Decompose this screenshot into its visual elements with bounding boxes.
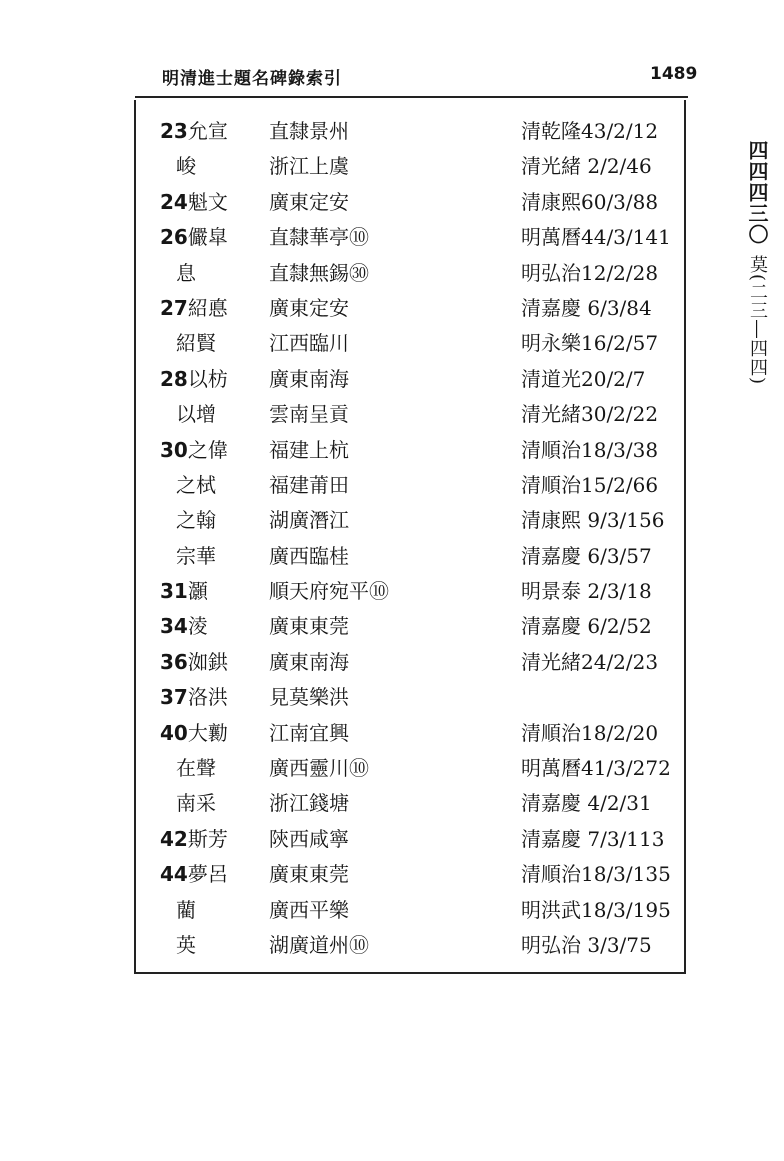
entry-place: 湖廣道州⑩ xyxy=(269,932,369,957)
entry-date: 清嘉慶 4/2/31 xyxy=(521,791,652,816)
entry-place: 順天府宛平⑩ xyxy=(269,579,389,604)
entry-place: 見莫樂洪 xyxy=(269,685,349,710)
entry-name xyxy=(176,751,216,786)
entry-place: 廣東定安 xyxy=(269,295,349,320)
side-section-number: 四四四三〇 xyxy=(745,140,769,245)
given-name: 之栻 xyxy=(176,472,216,497)
entry-date: 清光緒 2/2/46 xyxy=(521,154,652,179)
entry-name xyxy=(176,149,196,184)
entry-place: 湖廣潛江 xyxy=(269,508,349,533)
entry-name xyxy=(160,822,228,857)
index-entry xyxy=(0,114,784,149)
entry-date: 清嘉慶 6/3/84 xyxy=(521,295,652,320)
running-title: 明清進士題名碑錄索引 xyxy=(162,69,342,89)
entry-date: 明萬曆41/3/272 xyxy=(521,756,671,781)
given-name: 之偉 xyxy=(187,437,228,462)
entry-name xyxy=(176,326,216,361)
entry-place: 廣西靈川⑩ xyxy=(269,756,369,781)
header-rule xyxy=(135,96,688,98)
entry-name xyxy=(160,291,228,326)
entry-place: 直隸景州 xyxy=(269,119,349,143)
given-name: 洛洪 xyxy=(187,685,228,710)
index-entry xyxy=(0,256,784,291)
given-name: 紹賢 xyxy=(176,331,216,356)
entry-name xyxy=(176,893,196,928)
entry-name xyxy=(176,503,216,538)
entry-place: 廣東東莞 xyxy=(269,614,349,639)
stroke-number: 40 xyxy=(160,720,188,745)
entry-date: 明萬曆44/3/141 xyxy=(521,225,671,250)
entry-date: 明弘治12/2/28 xyxy=(521,260,659,285)
stroke-number: 27 xyxy=(160,295,188,320)
entry-name xyxy=(160,609,208,644)
entry-place: 江西臨川 xyxy=(269,331,349,356)
stroke-number: 37 xyxy=(160,685,188,710)
stroke-number: 30 xyxy=(160,437,188,462)
entry-place: 廣東南海 xyxy=(269,649,349,674)
entry-date: 清順治18/3/38 xyxy=(521,437,659,462)
entry-name xyxy=(160,857,228,892)
given-name: 洳鉷 xyxy=(187,649,228,674)
index-entry xyxy=(0,716,784,751)
entry-name xyxy=(160,680,228,715)
entry-date: 清康熙 9/3/156 xyxy=(521,508,665,533)
entry-date: 清順治18/2/20 xyxy=(521,720,659,745)
entry-place: 廣東南海 xyxy=(269,366,349,391)
index-entry xyxy=(0,751,784,786)
entry-date: 清康熙60/3/88 xyxy=(521,189,659,214)
index-entry xyxy=(0,857,784,892)
entry-date: 清嘉慶 6/2/52 xyxy=(521,614,652,639)
entry-date: 清嘉慶 6/3/57 xyxy=(521,543,652,568)
entry-date: 清光緒30/2/22 xyxy=(521,402,659,427)
entry-name xyxy=(160,220,228,255)
stroke-number: 34 xyxy=(160,614,188,639)
given-name: 以枋 xyxy=(187,366,228,391)
entry-place: 福建上杭 xyxy=(269,437,349,462)
entry-name xyxy=(160,433,228,468)
stroke-number: 24 xyxy=(160,189,188,214)
given-name: 夢呂 xyxy=(187,862,228,887)
stroke-number: 42 xyxy=(160,826,188,851)
index-entry xyxy=(0,680,784,715)
stroke-number: 44 xyxy=(160,862,188,887)
entry-place: 雲南呈貢 xyxy=(269,402,349,427)
index-entry xyxy=(0,645,784,680)
entry-place: 浙江上虞 xyxy=(269,154,349,179)
entry-place: 廣西平樂 xyxy=(269,897,349,922)
index-entry xyxy=(0,326,784,361)
given-name: 斯芳 xyxy=(187,826,228,851)
index-entry xyxy=(0,893,784,928)
entry-place: 浙江錢塘 xyxy=(269,791,349,816)
entry-name xyxy=(176,786,216,821)
entry-date: 清光緒24/2/23 xyxy=(521,649,659,674)
given-name: 宗華 xyxy=(176,543,216,568)
stroke-number: 28 xyxy=(160,366,188,391)
index-entry xyxy=(0,539,784,574)
index-entry xyxy=(0,928,784,963)
given-name: 紹悳 xyxy=(187,295,228,320)
given-name: 儼皐 xyxy=(187,225,228,250)
entry-date: 明永樂16/2/57 xyxy=(521,331,659,356)
entry-name xyxy=(160,716,228,751)
entry-date: 清順治18/3/135 xyxy=(521,862,671,887)
given-name: 峻 xyxy=(176,154,196,179)
entry-place: 直隸華亭⑩ xyxy=(269,225,369,250)
entry-place: 廣西臨桂 xyxy=(269,543,349,568)
index-entry xyxy=(0,291,784,326)
side-section-range: 莫(二三―四四) xyxy=(747,255,768,386)
stroke-number: 23 xyxy=(160,119,188,143)
index-entry xyxy=(0,609,784,644)
page-number: 1489 xyxy=(650,64,698,84)
index-entry xyxy=(0,468,784,503)
stroke-number: 36 xyxy=(160,649,188,674)
index-entry xyxy=(0,433,784,468)
index-entry xyxy=(0,503,784,538)
entry-date: 明弘治 3/3/75 xyxy=(521,932,652,957)
entry-date: 清順治15/2/66 xyxy=(521,472,659,497)
given-name: 藺 xyxy=(176,897,196,922)
index-entry xyxy=(0,786,784,821)
entry-name xyxy=(160,574,208,609)
entry-name xyxy=(176,397,216,432)
given-name: 英 xyxy=(176,932,196,957)
index-entries xyxy=(0,114,784,963)
entry-name xyxy=(160,645,228,680)
index-entry xyxy=(0,185,784,220)
entry-name xyxy=(176,468,216,503)
index-entry xyxy=(0,362,784,397)
stroke-number: 26 xyxy=(160,225,188,250)
entry-name xyxy=(176,256,196,291)
entry-place: 福建莆田 xyxy=(269,472,349,497)
index-entry xyxy=(0,574,784,609)
given-name: 允宣 xyxy=(187,119,228,143)
given-name: 大勷 xyxy=(187,720,228,745)
given-name: 魁文 xyxy=(187,189,228,214)
given-name: 灝 xyxy=(187,579,208,604)
index-entry xyxy=(0,220,784,255)
entry-date: 清嘉慶 7/3/113 xyxy=(521,826,665,851)
entry-place: 江南宜興 xyxy=(269,720,349,745)
entry-name xyxy=(160,114,228,149)
entry-place: 陝西咸寧 xyxy=(269,826,349,851)
entry-place: 廣東東莞 xyxy=(269,862,349,887)
index-entry xyxy=(0,397,784,432)
entry-name xyxy=(176,928,196,963)
given-name: 息 xyxy=(176,260,196,285)
given-name: 南采 xyxy=(176,791,216,816)
entry-date: 清乾隆43/2/12 xyxy=(521,119,659,143)
given-name: 之翰 xyxy=(176,508,216,533)
entry-name xyxy=(176,539,216,574)
given-name: 以增 xyxy=(176,402,216,427)
given-name: 在聲 xyxy=(176,756,216,781)
entry-date: 明景泰 2/3/18 xyxy=(521,579,652,604)
entry-place: 廣東定安 xyxy=(269,189,349,214)
index-entry xyxy=(0,822,784,857)
entry-name xyxy=(160,185,228,220)
entry-place: 直隸無錫㉚ xyxy=(269,260,369,285)
entry-name xyxy=(160,362,228,397)
index-entry xyxy=(0,149,784,184)
stroke-number: 31 xyxy=(160,579,188,604)
entry-date: 清道光20/2/7 xyxy=(521,366,646,391)
given-name: 淩 xyxy=(187,614,208,639)
entry-date: 明洪武18/3/195 xyxy=(521,897,671,922)
